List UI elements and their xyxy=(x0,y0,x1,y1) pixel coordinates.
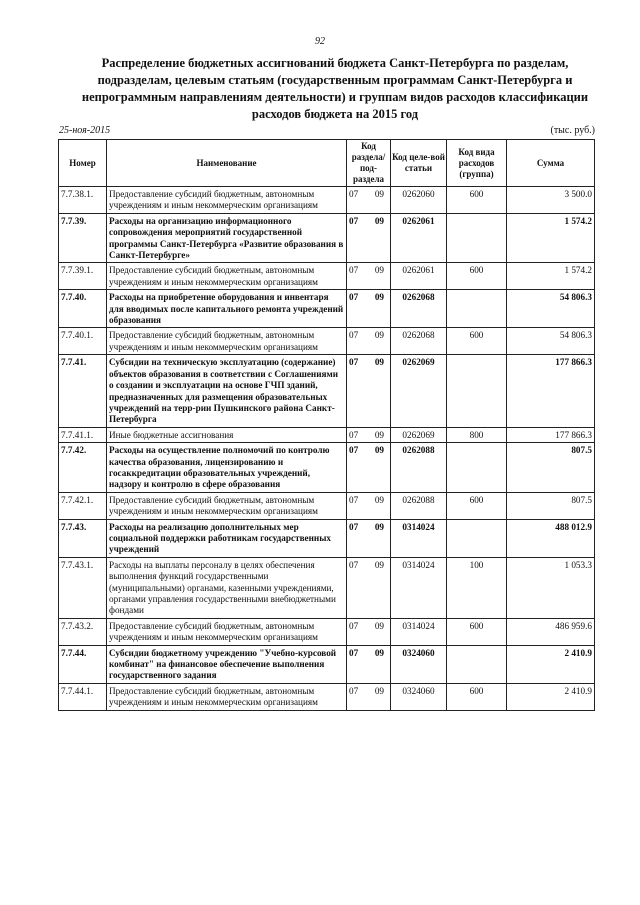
page-number: 92 xyxy=(315,36,325,47)
row-name: Предоставление субсидий бюджетным, автономным учреждениям и иным некоммерческим организациям xyxy=(107,187,347,214)
row-vr-code xyxy=(447,519,507,557)
row-csr-code: 0314024 xyxy=(391,618,447,645)
table-row xyxy=(59,443,595,493)
row-vr-code: 800 xyxy=(447,427,507,442)
row-csr-code: 0262060 xyxy=(391,187,447,214)
row-podrazdel: 09 xyxy=(374,620,384,631)
row-section-code xyxy=(347,557,391,618)
row-section-code xyxy=(347,618,391,645)
row-razdel: 07 xyxy=(349,494,359,505)
row-section-code xyxy=(347,328,391,355)
row-razdel: 07 xyxy=(349,265,359,276)
row-vr-code: 100 xyxy=(447,557,507,618)
row-csr-code: 0262069 xyxy=(391,355,447,427)
row-podrazdel: 09 xyxy=(374,215,384,226)
document-date: 25-ноя-2015 xyxy=(59,125,111,136)
row-razdel: 07 xyxy=(349,620,359,631)
table-row xyxy=(59,683,595,710)
header-section: Код раздела/ под-раздела xyxy=(347,140,391,187)
table-row xyxy=(59,492,595,519)
row-podrazdel: 09 xyxy=(374,521,384,532)
row-section-code xyxy=(347,492,391,519)
row-vr-code: 600 xyxy=(447,328,507,355)
row-sum: 1 574.2 xyxy=(507,213,595,263)
row-sum: 177 866.3 xyxy=(507,427,595,442)
header-number: Номер xyxy=(59,140,107,187)
row-section-code xyxy=(347,683,391,710)
row-vr-code: 600 xyxy=(447,618,507,645)
row-name: Расходы на организацию информационного сопровождения мероприятий государственной программы Санкт-Петербурга «Развитие образования в Санкт-Петербурге» xyxy=(107,213,347,263)
row-csr-code: 0314024 xyxy=(391,519,447,557)
row-number: 7.7.38.1. xyxy=(59,187,107,214)
row-csr-code: 0262069 xyxy=(391,427,447,442)
row-name: Субсидии на техническую эксплуатацию (содержание) объектов образования в соответствии с Соглашениями о создании и эксплуатации на основе ГЧП зданий, предназначенных для размещения образовательных учреждений на терр-рии Пушкинского района Санкт-Петербурга xyxy=(107,355,347,427)
row-number: 7.7.43.2. xyxy=(59,618,107,645)
row-section-code xyxy=(347,290,391,328)
row-csr-code: 0324060 xyxy=(391,645,447,683)
header-name: Наименование xyxy=(107,140,347,187)
row-sum: 807.5 xyxy=(507,492,595,519)
row-sum: 1 574.2 xyxy=(507,263,595,290)
row-csr-code: 0262061 xyxy=(391,263,447,290)
row-sum: 2 410.9 xyxy=(507,683,595,710)
row-sum: 807.5 xyxy=(507,443,595,493)
row-number: 7.7.44.1. xyxy=(59,683,107,710)
row-section-code xyxy=(347,519,391,557)
row-podrazdel: 09 xyxy=(374,559,384,570)
row-vr-code xyxy=(447,213,507,263)
row-number: 7.7.39.1. xyxy=(59,263,107,290)
row-name: Предоставление субсидий бюджетным, автономным учреждениям и иным некоммерческим организациям xyxy=(107,492,347,519)
row-section-code xyxy=(347,187,391,214)
row-razdel: 07 xyxy=(349,429,359,440)
table-row xyxy=(59,213,595,263)
row-podrazdel: 09 xyxy=(374,330,384,341)
row-sum: 1 053.3 xyxy=(507,557,595,618)
row-vr-code: 600 xyxy=(447,187,507,214)
row-csr-code: 0262068 xyxy=(391,328,447,355)
row-section-code xyxy=(347,427,391,442)
row-section-code xyxy=(347,355,391,427)
row-podrazdel: 09 xyxy=(374,292,384,303)
table-header-row xyxy=(59,140,595,187)
row-name: Предоставление субсидий бюджетным, автономным учреждениям и иным некоммерческим организациям xyxy=(107,263,347,290)
row-razdel: 07 xyxy=(349,330,359,341)
row-csr-code: 0324060 xyxy=(391,683,447,710)
row-name: Расходы на приобретение оборудования и инвентаря для вводимых после капитального ремонта учреждений образования xyxy=(107,290,347,328)
row-vr-code xyxy=(447,645,507,683)
row-number: 7.7.39. xyxy=(59,213,107,263)
row-razdel: 07 xyxy=(349,215,359,226)
row-number: 7.7.41.1. xyxy=(59,427,107,442)
row-number: 7.7.42.1. xyxy=(59,492,107,519)
row-vr-code xyxy=(447,443,507,493)
row-vr-code: 600 xyxy=(447,263,507,290)
table-row xyxy=(59,187,595,214)
row-razdel: 07 xyxy=(349,647,359,658)
row-section-code xyxy=(347,645,391,683)
row-podrazdel: 09 xyxy=(374,429,384,440)
row-section-code xyxy=(347,263,391,290)
row-sum: 2 410.9 xyxy=(507,645,595,683)
row-podrazdel: 09 xyxy=(374,265,384,276)
table-body xyxy=(59,187,595,711)
table-row xyxy=(59,557,595,618)
row-razdel: 07 xyxy=(349,445,359,456)
row-vr-code xyxy=(447,290,507,328)
row-sum: 177 866.3 xyxy=(507,355,595,427)
header-vr: Код вида расходов (группа) xyxy=(447,140,507,187)
row-number: 7.7.41. xyxy=(59,355,107,427)
table-row xyxy=(59,263,595,290)
table-row xyxy=(59,328,595,355)
table-row xyxy=(59,427,595,442)
row-csr-code: 0262088 xyxy=(391,443,447,493)
row-section-code xyxy=(347,443,391,493)
row-csr-code: 0314024 xyxy=(391,557,447,618)
budget-table xyxy=(58,139,595,711)
row-podrazdel: 09 xyxy=(374,445,384,456)
units-label: (тыс. руб.) xyxy=(550,125,595,136)
row-razdel: 07 xyxy=(349,559,359,570)
row-podrazdel: 09 xyxy=(374,494,384,505)
row-podrazdel: 09 xyxy=(374,189,384,199)
row-razdel: 07 xyxy=(349,357,359,368)
row-sum: 3 500.0 xyxy=(507,187,595,214)
row-vr-code: 600 xyxy=(447,683,507,710)
row-number: 7.7.43. xyxy=(59,519,107,557)
row-sum: 488 012.9 xyxy=(507,519,595,557)
row-name: Предоставление субсидий бюджетным, автономным учреждениям и иным некоммерческим организациям xyxy=(107,328,347,355)
row-csr-code: 0262061 xyxy=(391,213,447,263)
row-name: Расходы на реализацию дополнительных мер социальной поддержки работникам государственных учреждений xyxy=(107,519,347,557)
table-row xyxy=(59,645,595,683)
document-title: Распределение бюджетных ассигнований бюджета Санкт-Петербурга по разделам, подразделам, целевым статьям (государственным программам Санкт-Петербурга и непрограммным направлениям деятельности) и группам видов расходов классификации расходов бюджета на 2015 год xyxy=(81,56,589,121)
row-section-code xyxy=(347,213,391,263)
row-name: Расходы на осуществление полномочий по контролю качества образования, лицензированию и госаккредитации образовательных учреждений, надзору и контролю в сфере образования xyxy=(107,443,347,493)
row-csr-code: 0262088 xyxy=(391,492,447,519)
row-vr-code xyxy=(447,355,507,427)
row-razdel: 07 xyxy=(349,685,359,696)
row-sum: 54 806.3 xyxy=(507,328,595,355)
row-name: Предоставление субсидий бюджетным, автономным учреждениям и иным некоммерческим организациям xyxy=(107,683,347,710)
row-csr-code: 0262068 xyxy=(391,290,447,328)
row-vr-code: 600 xyxy=(447,492,507,519)
table-row xyxy=(59,618,595,645)
row-name: Субсидии бюджетному учреждению "Учебно-курсовой комбинат" на финансовое обеспечение выполнения государственного задания xyxy=(107,645,347,683)
row-razdel: 07 xyxy=(349,292,359,303)
table-row xyxy=(59,519,595,557)
row-sum: 486 959.6 xyxy=(507,618,595,645)
row-podrazdel: 09 xyxy=(374,357,384,368)
header-csr: Код целе-вой статьи xyxy=(391,140,447,187)
row-number: 7.7.44. xyxy=(59,645,107,683)
table-row xyxy=(59,355,595,427)
row-name: Иные бюджетные ассигнования xyxy=(107,427,347,442)
row-number: 7.7.40.1. xyxy=(59,328,107,355)
row-razdel: 07 xyxy=(349,189,359,199)
row-number: 7.7.42. xyxy=(59,443,107,493)
row-name: Расходы на выплаты персоналу в целях обеспечения выполнения функций государственными (муниципальными) органами, казенными учреждениями, органами управления государственными внебюджетными фондами xyxy=(107,557,347,618)
table-row xyxy=(59,290,595,328)
row-number: 7.7.40. xyxy=(59,290,107,328)
row-sum: 54 806.3 xyxy=(507,290,595,328)
row-name: Предоставление субсидий бюджетным, автономным учреждениям и иным некоммерческим организациям xyxy=(107,618,347,645)
row-podrazdel: 09 xyxy=(374,685,384,696)
row-podrazdel: 09 xyxy=(374,647,384,658)
header-sum: Сумма xyxy=(507,140,595,187)
row-razdel: 07 xyxy=(349,521,359,532)
row-number: 7.7.43.1. xyxy=(59,557,107,618)
